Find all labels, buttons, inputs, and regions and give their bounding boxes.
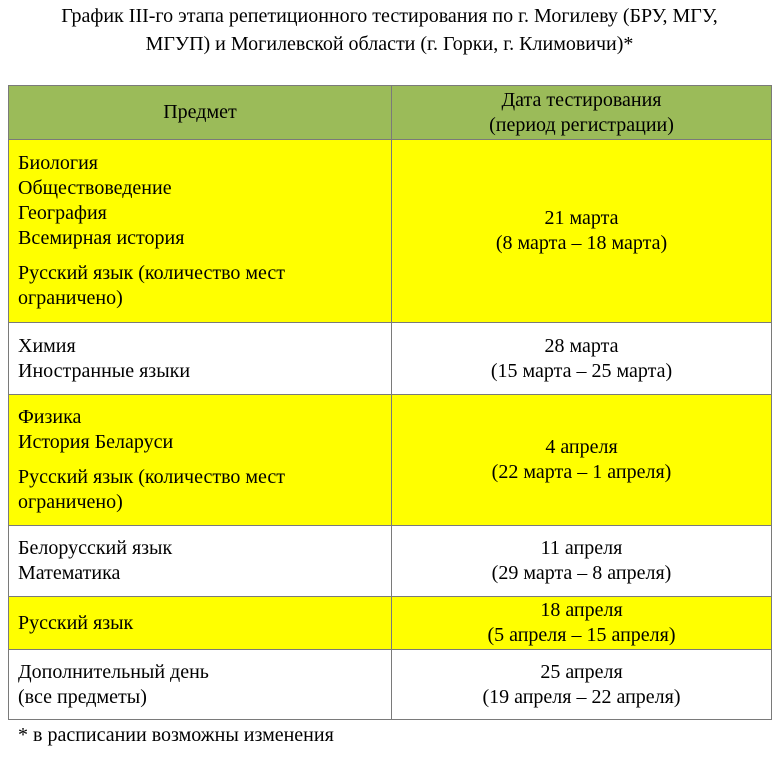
subject-name: Химия: [18, 334, 76, 357]
date-cell: [392, 650, 772, 720]
subject-note: ограничено): [18, 287, 123, 309]
date-cell: [392, 395, 772, 526]
registration-period: (19 апреля – 22 апреля): [482, 685, 681, 708]
header-date-line-1: Дата тестирования: [501, 88, 662, 111]
subject-name: Биология: [18, 152, 99, 174]
subject-note: ограничено): [18, 491, 123, 513]
schedule-table: [8, 85, 772, 720]
subject-name: Белорусский язык: [18, 537, 173, 559]
date-cell: [392, 597, 772, 650]
subject-note: Русский язык (количество мест: [18, 466, 286, 488]
subject-cell: [9, 597, 392, 650]
subject-note: Русский язык (количество мест: [18, 262, 286, 284]
test-date: 18 апреля: [540, 599, 623, 621]
page-title: [0, 2, 779, 58]
subject-name: География: [18, 202, 107, 224]
test-date: 11 апреля: [540, 537, 623, 559]
subject-name: Всемирная история: [18, 227, 185, 249]
table-row: [9, 140, 772, 323]
footnote: * в расписании возможны изменения: [18, 724, 334, 746]
header-date: [392, 86, 772, 140]
subject-name: Математика: [18, 562, 121, 584]
table-row: [9, 526, 772, 597]
subject-cell: [9, 395, 392, 526]
registration-period: (29 марта – 8 апреля): [491, 562, 672, 584]
test-date: 4 апреля: [545, 436, 618, 458]
date-cell: [392, 526, 772, 597]
subject-name: Русский язык: [18, 611, 134, 634]
date-cell: [392, 323, 772, 395]
table-header-row: [9, 86, 772, 140]
test-date: 25 апреля: [540, 660, 623, 683]
registration-period: (8 марта – 18 марта): [495, 232, 668, 254]
subject-cell: [9, 140, 392, 323]
table-row: [9, 597, 772, 650]
table-row: [9, 323, 772, 395]
table-row: [9, 650, 772, 720]
subject-name: (все предметы): [18, 685, 147, 708]
registration-period: (15 марта – 25 марта): [490, 359, 673, 382]
title-line-1: График III-го этапа репетиционного тестирования по г. Могилеву (БРУ, МГУ,: [61, 5, 718, 27]
subject-cell: [9, 323, 392, 395]
subject-name: История Беларуси: [18, 431, 174, 453]
subject-name: Физика: [18, 406, 82, 428]
subject-name: Иностранные языки: [18, 359, 191, 382]
date-cell: [392, 140, 772, 323]
subject-cell: [9, 526, 392, 597]
table-row: [9, 395, 772, 526]
registration-period: (22 марта – 1 апреля): [491, 461, 672, 483]
subject-name: Обществоведение: [18, 177, 172, 199]
subject-name: Дополнительный день: [18, 660, 209, 683]
test-date: 28 марта: [544, 334, 619, 357]
subject-cell: [9, 650, 392, 720]
header-subject: Предмет: [9, 86, 392, 140]
test-date: 21 марта: [544, 207, 619, 229]
registration-period: (5 апреля – 15 апреля): [487, 624, 676, 646]
title-line-2: МГУП) и Могилевской области (г. Горки, г. Климовичи)*: [145, 33, 634, 55]
header-date-line-2: (период регистрации): [489, 113, 674, 136]
